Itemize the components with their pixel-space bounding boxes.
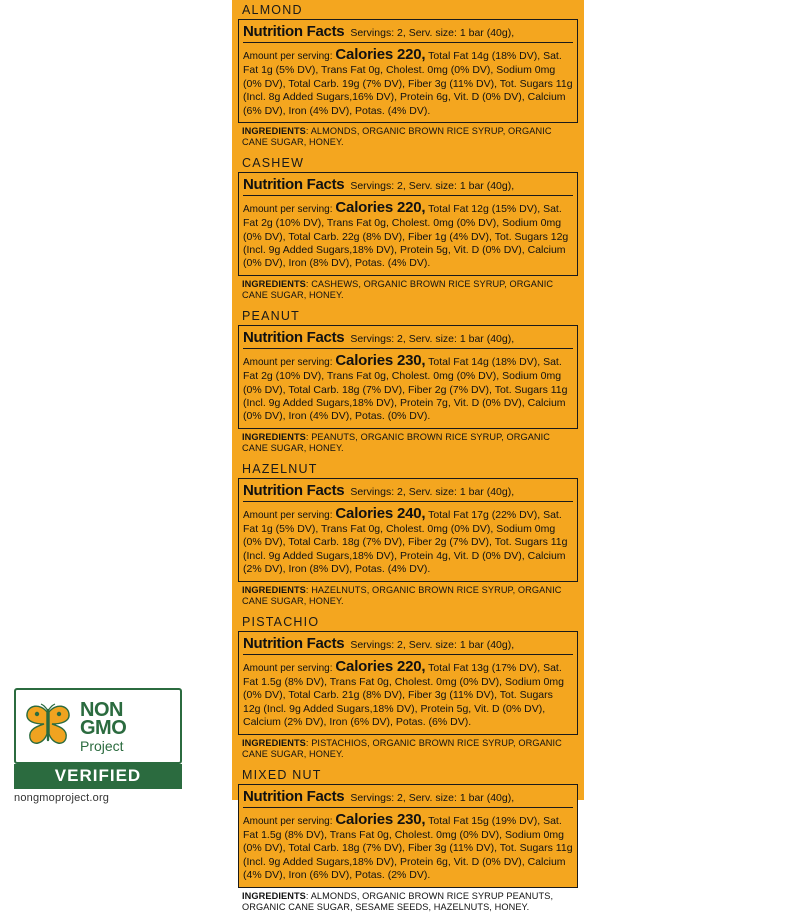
flavor-name: ALMOND (242, 3, 303, 17)
servings-info: Servings: 2, Serv. size: 1 bar (40g), (350, 179, 515, 192)
ingredients-text: : PISTACHIOS, ORGANIC BROWN RICE SYRUP, ORGANIC CANE SUGAR, HONEY. (242, 737, 562, 760)
flavor-name: PEANUT (242, 308, 300, 323)
nutrient-list: Total Fat 12g (15% DV), Sat. Fat 2g (10% DV), Trans Fat 0g, Cholest. 0mg (0% DV), Sodium 0mg (0% DV), Total Carb. 22g (8% DV), Fiber 1g (4% DV), Tot. Sugars 12g (Incl. 9g Added Sugars,18% DV), Protein 5g, Vit. D (0% DV), Calcium (0% DV), Iron (8% DV), Potas. (4% DV). (243, 202, 569, 270)
ingredients-text: : ALMONDS, ORGANIC BROWN RICE SYRUP PEANUTS, ORGANIC CANE SUGAR, SESAME SEEDS, HAZELNUTS, HONEY. (242, 890, 554, 913)
servings-info: Servings: 2, Serv. size: 1 bar (40g), (350, 485, 515, 498)
flavor-block-peanut (238, 306, 578, 457)
amount-per-serving-label: Amount per serving: (243, 509, 333, 521)
nutrition-facts-header (243, 482, 573, 502)
nutrition-facts-body (243, 504, 573, 577)
ingredients-text: : HAZELNUTS, ORGANIC BROWN RICE SYRUP, ORGANIC CANE SUGAR, HONEY. (242, 584, 562, 607)
nutrition-facts-body (243, 198, 573, 271)
ingredients-label: INGREDIENTS (242, 125, 306, 136)
ingredients-line (238, 276, 578, 304)
nutrition-facts-box (238, 631, 578, 735)
ingredients-text: : CASHEWS, ORGANIC BROWN RICE SYRUP, ORGANIC CANE SUGAR, HONEY. (242, 278, 554, 301)
flavor-block-cashew (238, 153, 578, 304)
non-gmo-verified-badge (14, 688, 204, 804)
ingredients-text: : ALMONDS, ORGANIC BROWN RICE SYRUP, ORGANIC CANE SUGAR, HONEY. (242, 125, 552, 148)
nutrition-facts-body (243, 810, 573, 883)
servings-info: Servings: 2, Serv. size: 1 bar (40g), (350, 791, 515, 804)
amount-per-serving-label: Amount per serving: (243, 356, 333, 368)
nutrition-facts-header (243, 23, 573, 43)
ingredients-label: INGREDIENTS (242, 890, 306, 901)
flavor-name: MIXED NUT (242, 767, 322, 782)
nutrient-list: Total Fat 15g (19% DV), Sat. Fat 1.5g (8% DV), Trans Fat 0g, Cholest. 0mg (0% DV), Sodium 0mg (0% DV), Total Carb. 18g (7% DV), Fiber 3g (11% DV), Tot. Sugars 11g (Incl. 9g Added Sugars,18% DV), Protein 6g, Vit. D (0% DV), Calcium (4% DV), Iron (6% DV), Potas. (2% DV). (243, 814, 573, 882)
flavor-name: PISTACHIO (242, 614, 320, 629)
nutrition-facts-body (243, 45, 573, 118)
calories-value: Calories 220, (335, 198, 426, 216)
amount-per-serving-label: Amount per serving: (243, 203, 333, 215)
calories-value: Calories 240, (335, 504, 426, 522)
badge-text (80, 700, 126, 753)
nutrition-facts-body (243, 351, 573, 424)
ingredients-line (238, 123, 578, 151)
badge-gmo-label: GMO (80, 716, 127, 739)
badge-verified-label: VERIFIED (14, 764, 182, 789)
nutrition-facts-title: Nutrition Facts (243, 634, 345, 652)
ingredients-label: INGREDIENTS (242, 737, 306, 748)
calories-value: Calories 220, (335, 657, 426, 675)
nutrition-facts-header (243, 788, 573, 808)
servings-info: Servings: 2, Serv. size: 1 bar (40g), (350, 638, 515, 651)
flavor-name: HAZELNUT (242, 461, 318, 476)
nutrition-facts-title: Nutrition Facts (243, 787, 345, 805)
calories-value: Calories 230, (335, 351, 426, 369)
nutrition-facts-box (238, 478, 578, 582)
ingredients-line (238, 429, 578, 457)
nutrition-facts-title: Nutrition Facts (243, 175, 345, 193)
butterfly-icon (22, 700, 74, 752)
servings-info: Servings: 2, Serv. size: 1 bar (40g), (350, 27, 515, 39)
ingredients-label: INGREDIENTS (242, 584, 306, 595)
amount-per-serving-label: Amount per serving: (243, 815, 333, 827)
nutrition-facts-box (238, 325, 578, 429)
badge-project-label: Project (80, 737, 124, 754)
nutrient-list: Total Fat 14g (18% DV), Sat. Fat 2g (10% DV), Trans Fat 0g, Cholest. 0mg (0% DV), Sodium 0mg (0% DV), Total Carb. 18g (7% DV), Fiber 2g (7% DV), Tot. Sugars 11g (Incl. 9g Added Sugars,18% DV), Protein 7g, Vit. D (0% DV), Calcium (0% DV), Iron (4% DV), Potas. (0% DV). (243, 355, 568, 423)
nutrition-facts-title: Nutrition Facts (243, 328, 345, 346)
amount-per-serving-label: Amount per serving: (243, 51, 333, 62)
nutrition-facts-header (243, 329, 573, 349)
ingredients-label: INGREDIENTS (242, 431, 306, 442)
nutrition-facts-body (243, 657, 573, 730)
nutrition-facts-box (238, 172, 578, 276)
ingredients-line (238, 735, 578, 763)
nutrition-facts-title: Nutrition Facts (243, 481, 345, 499)
nutrition-facts-title: Nutrition Facts (243, 23, 345, 40)
flavor-block-almond (238, 0, 578, 151)
nutrition-facts-box (238, 784, 578, 888)
servings-info: Servings: 2, Serv. size: 1 bar (40g), (350, 332, 515, 345)
nutrient-list: Total Fat 14g (18% DV), Sat. Fat 1g (5% DV), Trans Fat 0g, Cholest. 0mg (0% DV), Sodium 0mg (0% DV), Total Carb. 19g (7% DV), Fiber 3g (11% DV), Tot. Sugars 11g (Incl. 8g Added Sugars,16% DV), Protein 6g, Vit. D (0% DV), Calcium (6% DV), Iron (4% DV), Potas. (4% DV). (243, 50, 573, 117)
nutrition-facts-header (243, 635, 573, 655)
nutrient-list: Total Fat 17g (22% DV), Sat. Fat 1g (5% DV), Trans Fat 0g, Cholest. 0mg (0% DV), Sodium 0mg (0% DV), Total Carb. 18g (7% DV), Fiber 2g (7% DV), Tot. Sugars 11g (Incl. 9g Added Sugars,18% DV), Protein 4g, Vit. D (0% DV), Calcium (2% DV), Iron (8% DV), Potas. (4% DV). (243, 508, 568, 576)
calories-value: Calories 220, (335, 46, 426, 63)
flavor-name: CASHEW (242, 155, 305, 170)
flavor-block-hazelnut (238, 459, 578, 610)
ingredients-line (238, 888, 578, 916)
badge-non-label: NON (80, 698, 123, 721)
ingredients-line (238, 582, 578, 610)
nutrition-panel (232, 0, 584, 913)
badge-box (14, 688, 182, 764)
amount-per-serving-label: Amount per serving: (243, 662, 333, 674)
nutrient-list: Total Fat 13g (17% DV), Sat. Fat 1.5g (8% DV), Trans Fat 0g, Cholest. 0mg (0% DV), Sodium 0mg (0% DV), Total Carb. 21g (8% DV), Fiber 3g (11% DV), Tot. Sugars 12g (Incl. 9g Added Sugars,18% DV), Protein 5g, Vit. D (0% DV), Calcium (2% DV), Iron (6% DV), Potas. (6% DV). (243, 661, 564, 729)
nutrition-facts-box (238, 19, 578, 123)
badge-url[interactable]: nongmoproject.org (14, 792, 110, 804)
ingredients-label: INGREDIENTS (242, 278, 306, 289)
flavor-block-mixed-nut (238, 765, 578, 916)
calories-value: Calories 230, (335, 810, 426, 828)
ingredients-text: : PEANUTS, ORGANIC BROWN RICE SYRUP, ORGANIC CANE SUGAR, HONEY. (242, 431, 551, 454)
nutrition-facts-header (243, 176, 573, 196)
flavor-block-pistachio (238, 612, 578, 763)
